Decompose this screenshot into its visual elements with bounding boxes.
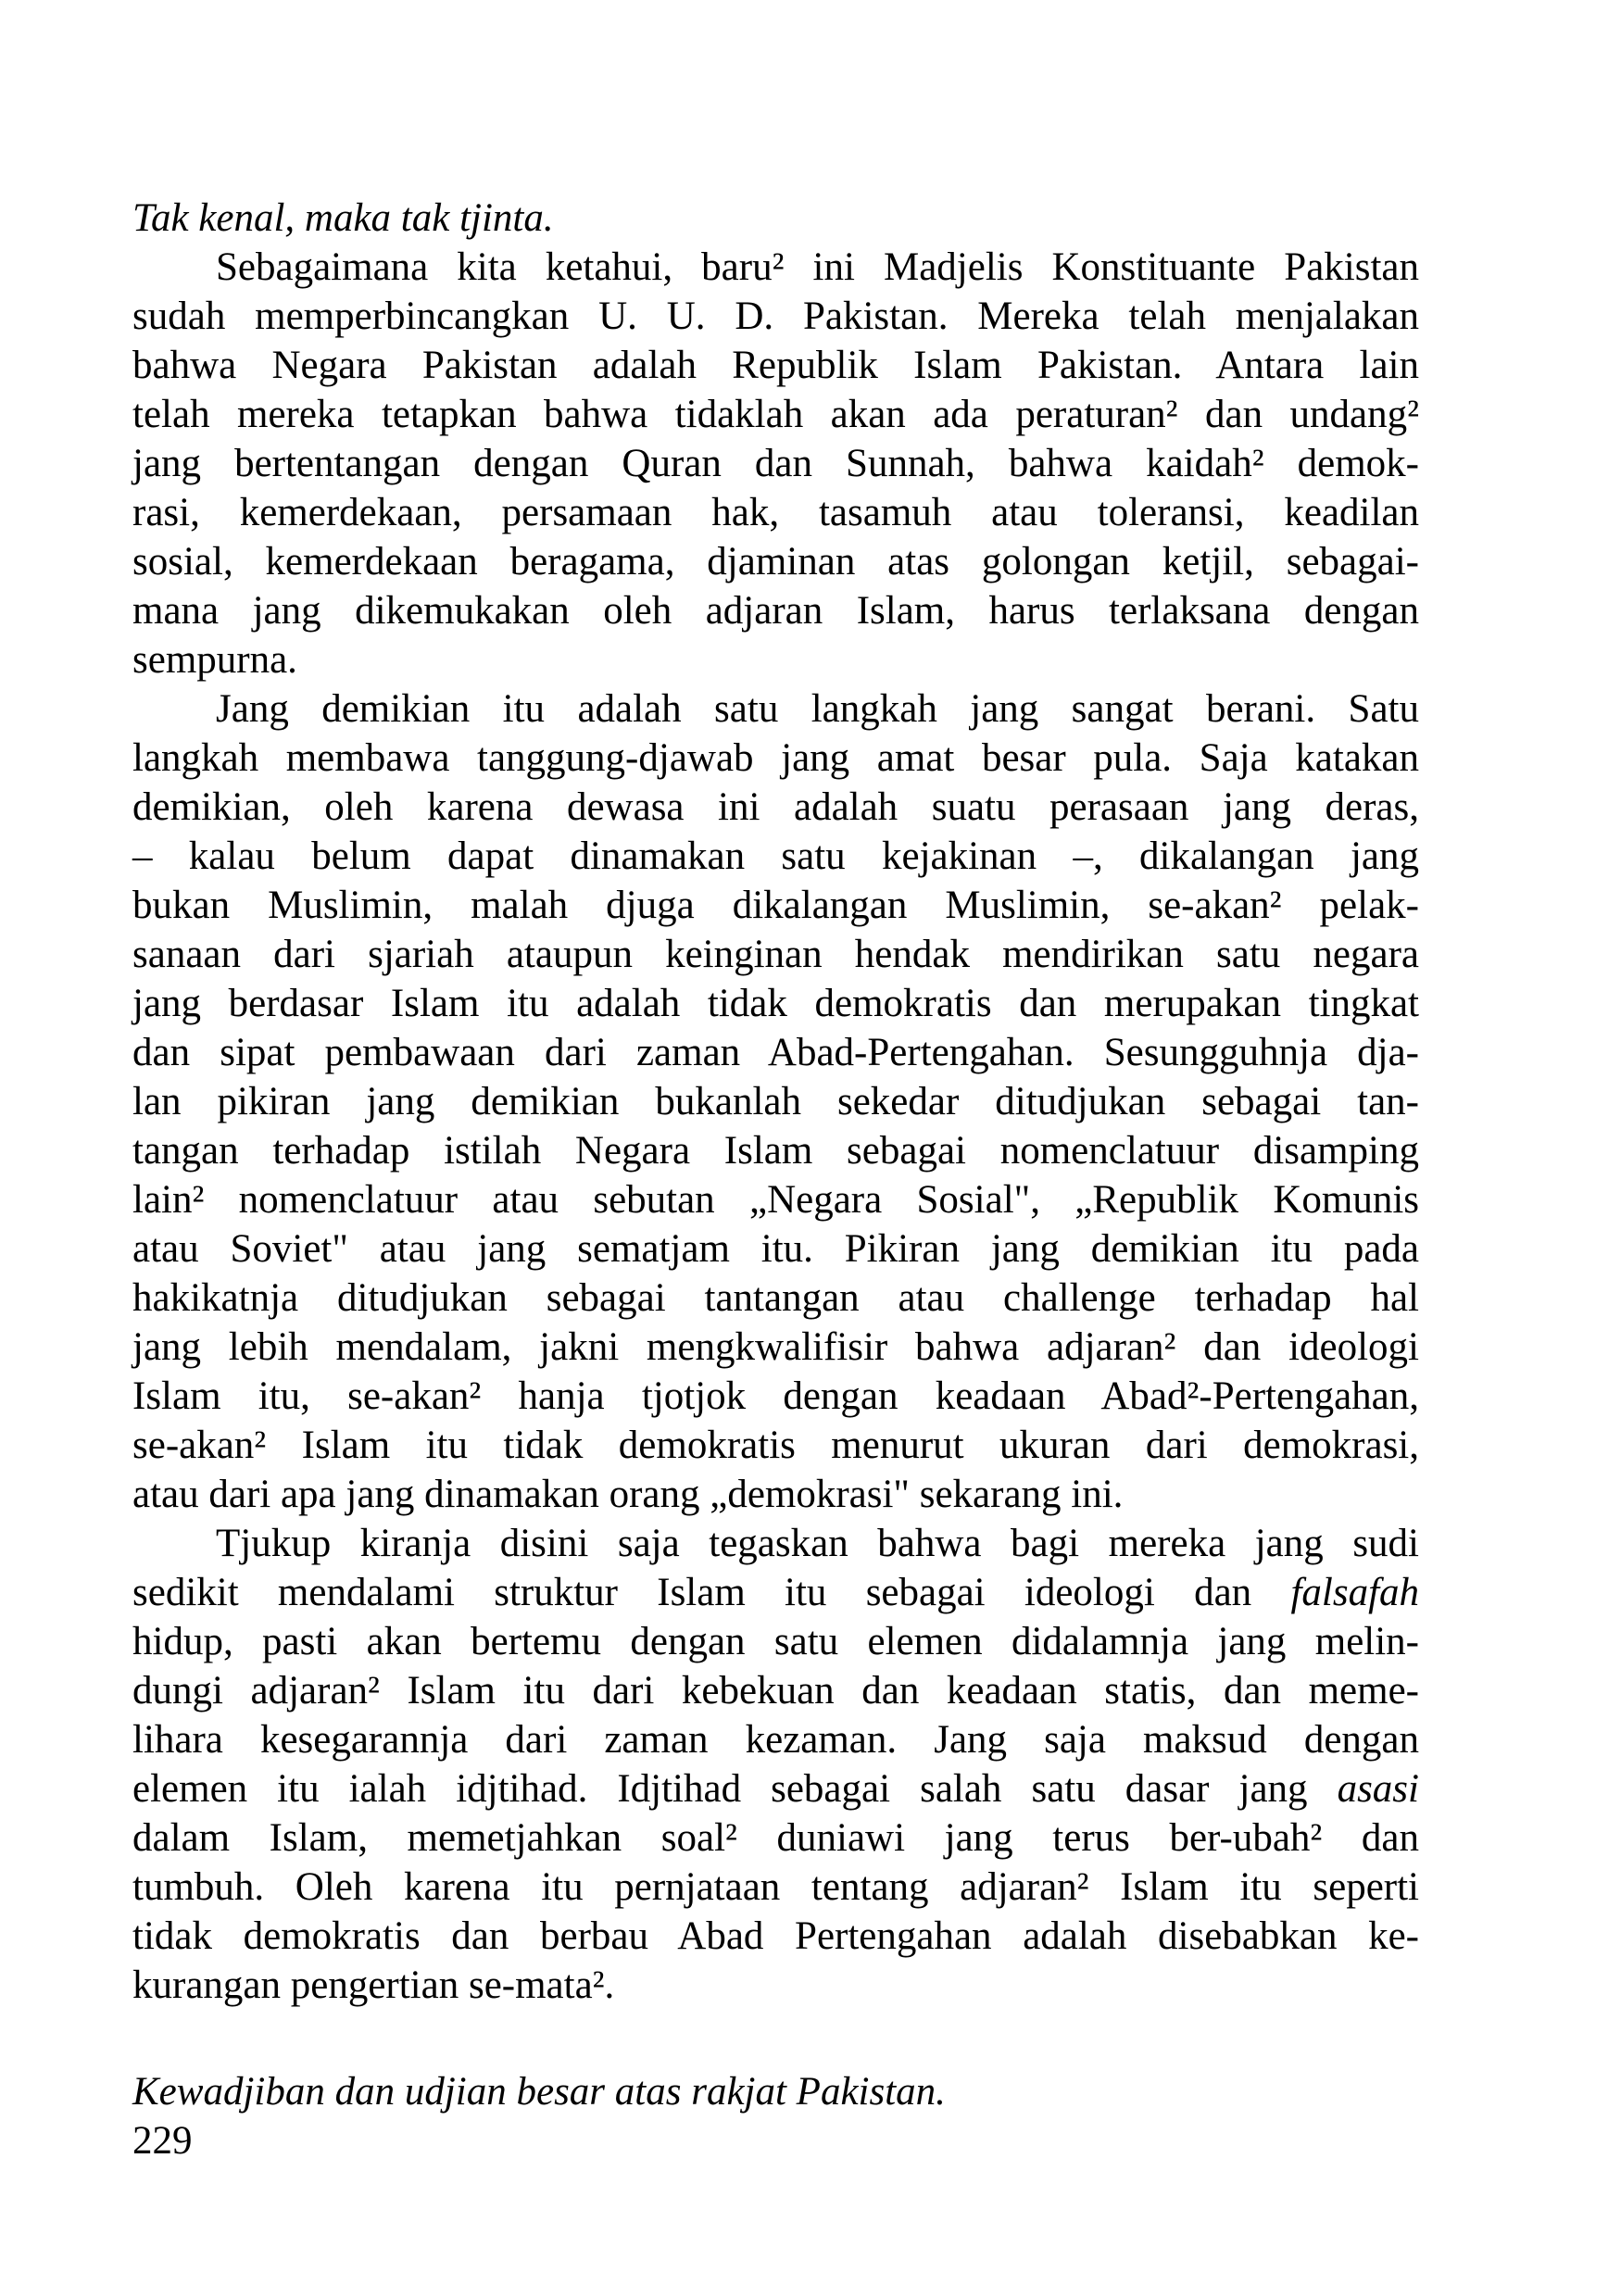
- text-line: Sebagaimana kita ketahui, baru² ini Madjelis Konstituante Pakistan: [216, 245, 1419, 289]
- text-segment: sedikit mendalami struktur Islam itu sebagai ideologi dan: [132, 1571, 1252, 1614]
- text-segment: elemen itu ialah idjtihad. Idjtihad sebagai salah satu dasar jang: [132, 1767, 1308, 1811]
- text-line: lihara kesegarannja dari zaman kezaman. Jang saja maksud dengan: [132, 1718, 1419, 1762]
- text-line: dungi adjaran² Islam itu dari kebekuan dan keadaan statis, dan meme-: [132, 1669, 1419, 1713]
- text-line: sanaan dari sjariah ataupun keinginan hendak mendirikan satu negara: [132, 933, 1419, 976]
- text-line: dan sipat pembawaan dari zaman Abad-Pertengahan. Sesungguhnja dja-: [132, 1031, 1419, 1074]
- text-line: kurangan pengertian se-mata².: [132, 1964, 615, 2007]
- closing-italic-note: Kewadjiban dan udjian besar atas rakjat Pakistan.: [132, 2070, 946, 2114]
- vertical-gap: [132, 2010, 1419, 2067]
- text-line: tidak demokratis dan berbau Abad Pertengahan adalah disebabkan ke-: [132, 1914, 1419, 1958]
- text-line: se-akan² Islam itu tidak demokratis menurut ukuran dari demokrasi,: [132, 1424, 1419, 1467]
- text-line: hidup, pasti akan bertemu dengan satu elemen didalamnja jang melin-: [132, 1620, 1419, 1663]
- text-line: lan pikiran jang demikian bukanlah sekedar ditudjukan sebagai tan-: [132, 1080, 1419, 1123]
- paragraph-3: [132, 1519, 1419, 2010]
- text-line: sudah memperbincangkan U. U. D. Pakistan. Mereka telah menjalakan: [132, 295, 1419, 338]
- paragraph-2: [132, 684, 1419, 1519]
- text-line: sosial, kemerdekaan beragama, djaminan atas golongan ketjil, sebagai-: [132, 540, 1419, 583]
- text-line: [132, 1568, 1419, 1617]
- text-line: tumbuh. Oleh karena itu pernjataan tentang adjaran² Islam itu seperti: [132, 1865, 1419, 1909]
- page-number: 229: [132, 2119, 193, 2163]
- text-line: mana jang dikemukakan oleh adjaran Islam, harus terlaksana dengan: [132, 589, 1419, 633]
- text-line: sempurna.: [132, 638, 297, 682]
- text-line: hakikatnja ditudjukan sebagai tantangan atau challenge terhadap hal: [132, 1276, 1419, 1320]
- text-line: jang lebih mendalam, jakni mengkwalifisir bahwa adjaran² dan ideologi: [132, 1325, 1419, 1369]
- text-line: tangan terhadap istilah Negara Islam sebagai nomenclatuur disamping: [132, 1129, 1419, 1173]
- text-line: Islam itu, se-akan² hanja tjotjok dengan keadaan Abad²-Pertengahan,: [132, 1374, 1419, 1418]
- italic-word: asasi: [1337, 1767, 1419, 1811]
- text-line: bahwa Negara Pakistan adalah Republik Islam Pakistan. Antara lain: [132, 344, 1419, 387]
- text-column: [132, 194, 1419, 2165]
- text-line: Tjukup kiranja disini saja tegaskan bahwa bagi mereka jang sudi: [216, 1522, 1419, 1565]
- text-line: langkah membawa tanggung-djawab jang amat besar pula. Saja katakan: [132, 736, 1419, 780]
- text-line: bukan Muslimin, malah djuga dikalangan Muslimin, se-akan² pelak-: [132, 884, 1419, 927]
- paragraph-1: [132, 243, 1419, 684]
- text-line: lain² nomenclatuur atau sebutan „Negara Sosial", „Republik Komunis: [132, 1178, 1419, 1222]
- text-line: dalam Islam, memetjahkan soal² duniawi jang terus ber-ubah² dan: [132, 1816, 1419, 1860]
- text-line: jang berdasar Islam itu adalah tidak demokratis dan merupakan tingkat: [132, 982, 1419, 1025]
- text-line: [132, 1764, 1419, 1813]
- text-line: atau Soviet" atau jang sematjam itu. Pikiran jang demikian itu pada: [132, 1227, 1419, 1271]
- italic-word: falsafah: [1290, 1571, 1420, 1614]
- text-line: Jang demikian itu adalah satu langkah jang sangat berani. Satu: [216, 687, 1419, 731]
- text-line: atau dari apa jang dinamakan orang „demokrasi" sekarang ini.: [132, 1473, 1124, 1516]
- text-line: – kalau belum dapat dinamakan satu kejakinan –, dikalangan jang: [132, 834, 1419, 878]
- text-line: jang bertentangan dengan Quran dan Sunnah, bahwa kaidah² demok-: [132, 442, 1419, 485]
- text-line: demikian, oleh karena dewasa ini adalah suatu perasaan jang deras,: [132, 785, 1419, 829]
- text-line: telah mereka tetapkan bahwa tidaklah akan ada peraturan² dan undang²: [132, 393, 1419, 436]
- opening-italic-line: Tak kenal, maka tak tjinta.: [132, 196, 554, 240]
- text-line: rasi, kemerdekaan, persamaan hak, tasamuh atau toleransi, keadilan: [132, 491, 1419, 534]
